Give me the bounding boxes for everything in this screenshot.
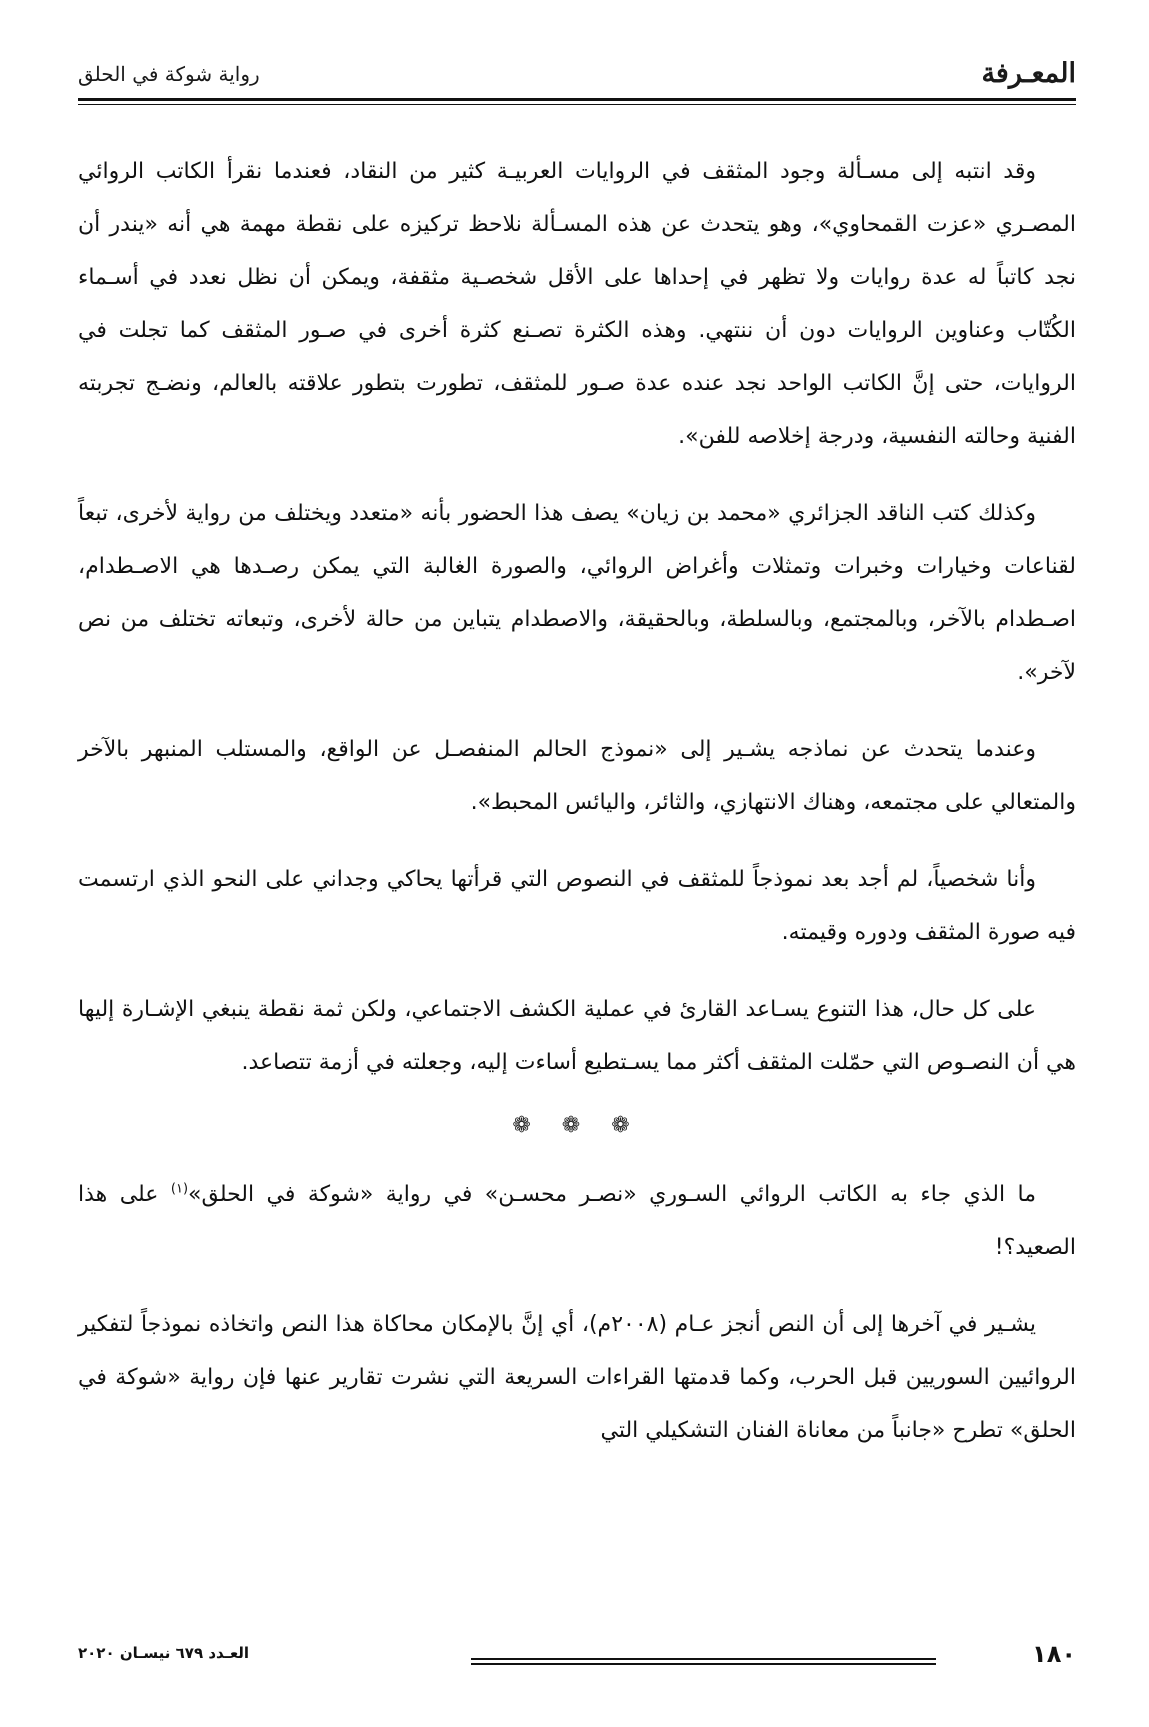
magazine-logo: المعـرفة [981,58,1076,89]
paragraph-text: ما الذي جاء به الكاتب الروائي السـوري «نصـر محسـن» في رواية «شوكة في الحلق» [188,1182,1036,1207]
paragraph: على كل حال، هذا التنوع يسـاعد القارئ في عملية الكشف الاجتماعي، ولكن ثمة نقطة ينبغي الإشـارة إليها هي أن النصـوص التي حمّلت المثقف أكثر مما يسـتطيع أساءت إليه، وجعلته في أزمة تتصاعد. [78,997,1076,1075]
running-header [78,52,1076,102]
header-divider-thin [78,104,1076,105]
paragraph: وعندما يتحدث عن نماذجه يشـير إلى «نموذج الحالم المنفصـل عن الواقع، والمستلب المنبهر بالآخر والمتعالي على مجتمعه، وهناك الانتهازي، والثائر، واليائس المحبط». [78,737,1076,815]
page-footer [78,1640,1076,1680]
paragraph-text: على هذا الصعيد؟! [78,1182,1076,1260]
page-number: ١٨٠ [1032,1640,1076,1668]
paragraph: وقد انتبه إلى مسـألة وجود المثقف في الروايات العربيـة كثير من النقاد، فعندما نقرأ الكاتب الروائي المصـري «عزت القمحاوي»، وهو يتحدث عن هذه المسـألة نلاحظ تركيزه على نقطة مهمة هي أنه «يندر أن نجد كاتباً له عدة روايات ولا تظهر في إحداها على الأقل شخصـية مثقفة، ويمكن أن نظل نعدد في أسـماء الكُتّاب وعناوين الروايات دون أن ننتهي. وهذه الكثرة تصـنع كثرة أخرى في صـور المثقف كما تجلت في الروايات، حتى إنَّ الكاتب الواحد نجد عنده عدة صـور للمثقف، تطورت بتطور علاقته بالعالم، ونضـج تجربته الفنية وحالته النفسية، ودرجة إخلاصه للفن». [78,159,1076,449]
paragraph: يشـير في آخرها إلى أن النص أنجز عـام (٢٠٠٨م)، أي إنَّ بالإمكان محاكاة هذا النص واتخاذه نموذجاً لتفكير الروائيين السوريين قبل الحرب، وكما قدمتها القراءات السريعة التي نشرت تقارير عنها فإن رواية «شوكة في الحلق» تطرح «جانباً من معاناة الفنان التشكيلي التي [78,1312,1076,1443]
article-body [78,145,1076,1481]
section-separator: ❁ ❁ ❁ [512,1113,642,1138]
running-title: رواية شوكة في الحلق [78,62,260,86]
paragraph: وأنا شخصياً، لم أجد بعد نموذجاً للمثقف في النصوص التي قرأتها يحاكي وجداني على النحو الذي ارتسمت فيه صورة المثقف ودوره وقيمته. [78,867,1076,945]
footnote-reference[interactable]: (١) [170,1181,189,1197]
header-divider [78,98,1076,101]
footer-divider [471,1658,936,1665]
paragraph: وكذلك كتب الناقد الجزائري «محمد بن زيان» يصف هذا الحضور بأنه «متعدد ويختلف من رواية لأخرى، تبعاً لقناعات وخيارات وخبرات وتمثلات وأغراض الروائي، والصورة الغالبة التي يمكن رصـدها هي الاصـطدام، اصـطدام بالآخر، وبالمجتمع، وبالسلطة، وبالحقيقة، والاصطدام يتباين من حالة لأخرى، وتبعاته تختلف من نص لآخر». [78,501,1076,685]
paragraph [78,1168,1076,1274]
issue-info: العـدد ٦٧٩ نيسـان ٢٠٢٠ [78,1644,250,1662]
